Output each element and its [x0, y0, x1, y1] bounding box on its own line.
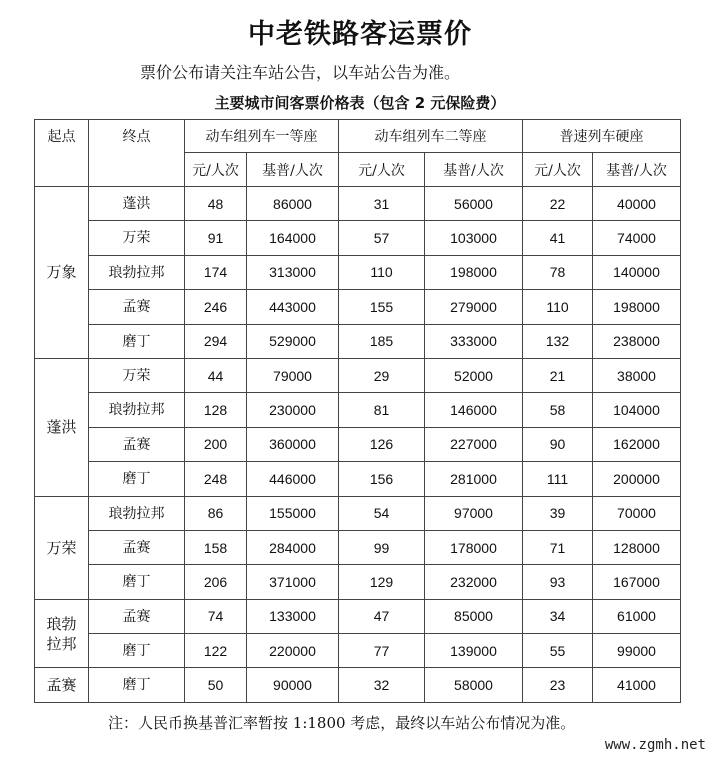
origin-cell: 万象 — [35, 187, 89, 359]
price-cell: 139000 — [425, 634, 523, 668]
destination-cell: 磨丁 — [89, 565, 185, 599]
table-title: 主要城市间客票价格表（包含 2 元保险费） — [214, 94, 506, 112]
price-cell: 79000 — [247, 358, 339, 392]
price-cell: 41000 — [593, 668, 681, 702]
table-row — [35, 393, 681, 427]
price-cell: 91 — [185, 221, 247, 255]
notice-text: 票价公布请关注车站公告，以车站公告为准。 — [140, 63, 461, 82]
price-cell: 294 — [185, 324, 247, 358]
price-cell: 97000 — [425, 496, 523, 530]
price-cell: 220000 — [247, 634, 339, 668]
price-cell: 110 — [339, 255, 425, 289]
price-cell: 164000 — [247, 221, 339, 255]
watermark-url: www.zgmh.net — [604, 737, 706, 753]
table-row — [35, 565, 681, 599]
price-cell: 129 — [339, 565, 425, 599]
price-cell: 44 — [185, 358, 247, 392]
price-cell: 313000 — [247, 255, 339, 289]
price-cell: 281000 — [425, 462, 523, 496]
price-cell: 58000 — [425, 668, 523, 702]
price-cell: 86000 — [247, 187, 339, 221]
price-cell: 21 — [523, 358, 593, 392]
price-cell: 162000 — [593, 427, 681, 461]
destination-cell: 琅勃拉邦 — [89, 393, 185, 427]
price-cell: 38000 — [593, 358, 681, 392]
destination-cell: 孟赛 — [89, 290, 185, 324]
price-cell: 155 — [339, 290, 425, 324]
table-row — [35, 187, 681, 221]
price-cell: 232000 — [425, 565, 523, 599]
table-row — [35, 358, 681, 392]
price-cell: 333000 — [425, 324, 523, 358]
unit-header: 基普/人次 — [593, 153, 681, 187]
origin-cell: 蓬洪 — [35, 358, 89, 496]
price-cell: 71 — [523, 530, 593, 564]
price-cell: 103000 — [425, 221, 523, 255]
destination-cell: 孟赛 — [89, 530, 185, 564]
price-cell: 122 — [185, 634, 247, 668]
price-cell: 90 — [523, 427, 593, 461]
price-cell: 39 — [523, 496, 593, 530]
price-cell: 23 — [523, 668, 593, 702]
price-cell: 198000 — [593, 290, 681, 324]
price-cell: 360000 — [247, 427, 339, 461]
destination-cell: 磨丁 — [89, 634, 185, 668]
unit-header: 元/人次 — [339, 153, 425, 187]
table-row — [35, 599, 681, 633]
price-cell: 86 — [185, 496, 247, 530]
price-cell: 104000 — [593, 393, 681, 427]
origin-cell: 孟赛 — [35, 668, 89, 702]
price-cell: 29 — [339, 358, 425, 392]
price-cell: 77 — [339, 634, 425, 668]
price-cell: 156 — [339, 462, 425, 496]
destination-cell: 磨丁 — [89, 324, 185, 358]
price-cell: 284000 — [247, 530, 339, 564]
destination-cell: 孟赛 — [89, 599, 185, 633]
price-cell: 446000 — [247, 462, 339, 496]
origin-cell: 万荣 — [35, 496, 89, 599]
price-cell: 230000 — [247, 393, 339, 427]
group-header: 普速列车硬座 — [523, 120, 681, 153]
price-cell: 198000 — [425, 255, 523, 289]
unit-header: 元/人次 — [523, 153, 593, 187]
price-cell: 146000 — [425, 393, 523, 427]
price-cell: 41 — [523, 221, 593, 255]
price-cell: 371000 — [247, 565, 339, 599]
table-row — [35, 427, 681, 461]
price-cell: 34 — [523, 599, 593, 633]
price-cell: 31 — [339, 187, 425, 221]
table-row — [35, 668, 681, 702]
price-cell: 74 — [185, 599, 247, 633]
origin-header: 起点 — [35, 120, 89, 187]
price-cell: 74000 — [593, 221, 681, 255]
price-cell: 99 — [339, 530, 425, 564]
price-cell: 70000 — [593, 496, 681, 530]
origin-cell: 琅勃拉邦 — [35, 599, 89, 668]
price-cell: 279000 — [425, 290, 523, 324]
price-cell: 132 — [523, 324, 593, 358]
price-cell: 78 — [523, 255, 593, 289]
price-cell: 48 — [185, 187, 247, 221]
destination-header: 终点 — [89, 120, 185, 187]
price-cell: 128000 — [593, 530, 681, 564]
price-cell: 178000 — [425, 530, 523, 564]
destination-cell: 磨丁 — [89, 668, 185, 702]
price-cell: 111 — [523, 462, 593, 496]
price-cell: 93 — [523, 565, 593, 599]
price-cell: 99000 — [593, 634, 681, 668]
table-row — [35, 324, 681, 358]
price-cell: 32 — [339, 668, 425, 702]
price-cell: 54 — [339, 496, 425, 530]
destination-cell: 蓬洪 — [89, 187, 185, 221]
unit-header: 元/人次 — [185, 153, 247, 187]
destination-cell: 万荣 — [89, 358, 185, 392]
price-cell: 206 — [185, 565, 247, 599]
fare-table — [34, 119, 681, 703]
destination-cell: 万荣 — [89, 221, 185, 255]
table-row — [35, 255, 681, 289]
destination-cell: 磨丁 — [89, 462, 185, 496]
price-cell: 52000 — [425, 358, 523, 392]
table-row — [35, 221, 681, 255]
price-cell: 246 — [185, 290, 247, 324]
price-cell: 185 — [339, 324, 425, 358]
price-cell: 22 — [523, 187, 593, 221]
price-cell: 90000 — [247, 668, 339, 702]
unit-header: 基普/人次 — [425, 153, 523, 187]
destination-cell: 孟赛 — [89, 427, 185, 461]
price-cell: 126 — [339, 427, 425, 461]
table-row — [35, 496, 681, 530]
table-row — [35, 462, 681, 496]
table-row — [35, 290, 681, 324]
price-cell: 155000 — [247, 496, 339, 530]
price-cell: 227000 — [425, 427, 523, 461]
price-cell: 47 — [339, 599, 425, 633]
price-cell: 55 — [523, 634, 593, 668]
price-cell: 443000 — [247, 290, 339, 324]
price-cell: 61000 — [593, 599, 681, 633]
price-cell: 248 — [185, 462, 247, 496]
footnote: 注：人民币换基普汇率暂按 1:1800 考虑，最终以车站公布情况为准。 — [108, 714, 576, 732]
price-cell: 128 — [185, 393, 247, 427]
price-cell: 200 — [185, 427, 247, 461]
price-cell: 110 — [523, 290, 593, 324]
price-cell: 529000 — [247, 324, 339, 358]
price-cell: 56000 — [425, 187, 523, 221]
price-cell: 238000 — [593, 324, 681, 358]
destination-cell: 琅勃拉邦 — [89, 255, 185, 289]
price-cell: 167000 — [593, 565, 681, 599]
fare-table-body — [35, 187, 681, 703]
price-cell: 140000 — [593, 255, 681, 289]
price-cell: 81 — [339, 393, 425, 427]
table-row — [35, 530, 681, 564]
price-cell: 200000 — [593, 462, 681, 496]
header-row-groups — [35, 120, 681, 153]
price-cell: 50 — [185, 668, 247, 702]
price-cell: 174 — [185, 255, 247, 289]
price-cell: 57 — [339, 221, 425, 255]
page-title: 中老铁路客运票价 — [248, 19, 472, 50]
price-cell: 58 — [523, 393, 593, 427]
price-cell: 40000 — [593, 187, 681, 221]
table-row — [35, 634, 681, 668]
price-cell: 133000 — [247, 599, 339, 633]
group-header: 动车组列车二等座 — [339, 120, 523, 153]
price-cell: 85000 — [425, 599, 523, 633]
group-header: 动车组列车一等座 — [185, 120, 339, 153]
price-cell: 158 — [185, 530, 247, 564]
destination-cell: 琅勃拉邦 — [89, 496, 185, 530]
unit-header: 基普/人次 — [247, 153, 339, 187]
